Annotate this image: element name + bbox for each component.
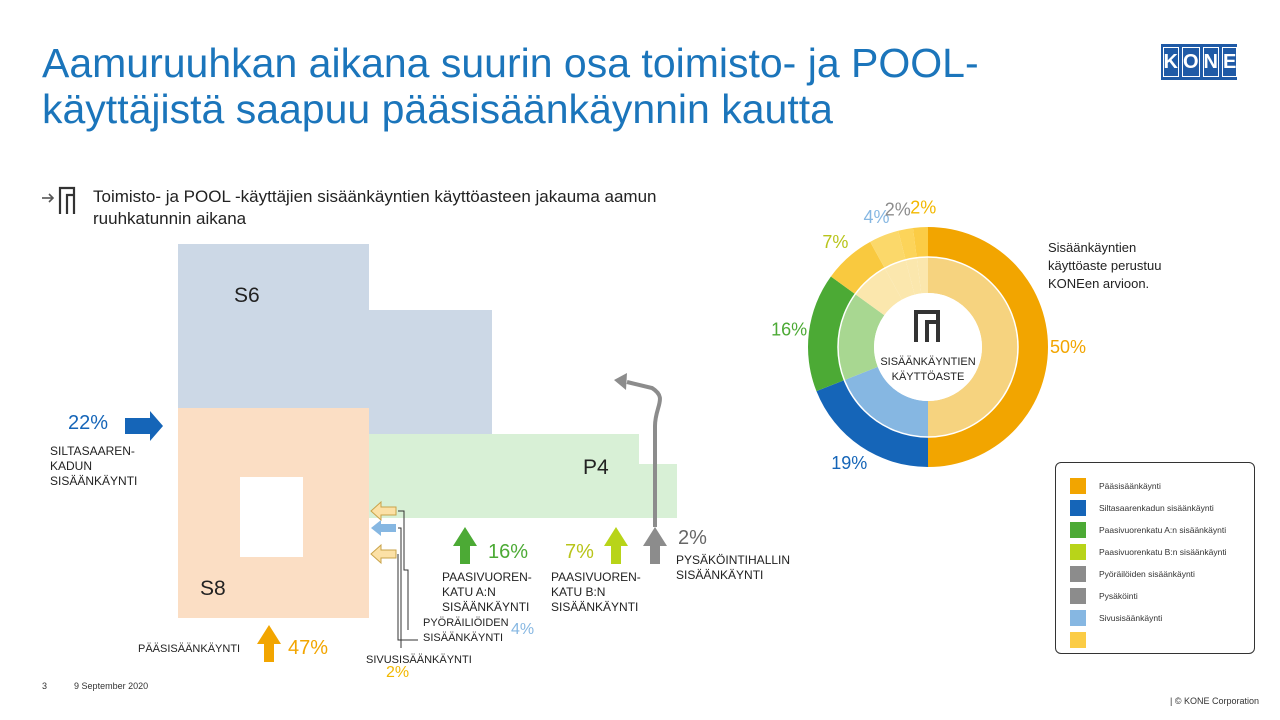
donut-value-label: 2% bbox=[910, 197, 937, 218]
label-line: SISÄÄNKÄYNTI bbox=[50, 474, 138, 488]
footer-date: 9 September 2020 bbox=[74, 681, 149, 691]
parking-arrow-icon bbox=[643, 527, 667, 564]
side-entrance-arrow-icon bbox=[371, 545, 396, 563]
main-entrance-arrow-icon bbox=[257, 625, 281, 662]
donut-center-label: KÄYTTÖASTE bbox=[891, 371, 965, 383]
kone-logo bbox=[1161, 44, 1237, 80]
paasivuorenkatu-b-percent: 7% bbox=[565, 541, 594, 563]
estimate-note: Sisäänkäyntien käyttöaste perustuu KONEen arvioon. bbox=[1048, 240, 1162, 291]
paasisaankaynti-label: PÄÄSISÄÄNKÄYNTI bbox=[138, 643, 241, 655]
label-p4: P4 bbox=[583, 456, 609, 479]
page-number: 3 bbox=[42, 681, 48, 691]
legend bbox=[1055, 462, 1255, 654]
label-line: PAASIVUOREN- bbox=[551, 570, 641, 584]
legend-label: Paasivuorenkatu B:n sisäänkäynti bbox=[1099, 547, 1227, 557]
logo-letter: K bbox=[1163, 47, 1179, 77]
legend-item bbox=[1070, 632, 1099, 648]
label-line: SISÄÄNKÄYNTI bbox=[423, 632, 504, 644]
label-line: PAASIVUOREN- bbox=[442, 570, 532, 584]
label-line: KADUN bbox=[50, 459, 93, 473]
subtitle: Toimisto- ja POOL -käyttäjien sisäänkäyntien käyttöasteen jakauma aamun ruuhkatunnin aikana bbox=[93, 187, 657, 228]
legend-item bbox=[1070, 522, 1226, 538]
copyright: | © KONE Corporation bbox=[1170, 696, 1260, 706]
paasivuorenkatu-a-label bbox=[442, 570, 532, 615]
siltasaarenkadun-label bbox=[50, 444, 137, 489]
siltasaarenkadun-arrow-icon bbox=[125, 411, 163, 441]
legend-item bbox=[1070, 500, 1214, 516]
legend-item bbox=[1070, 566, 1195, 582]
label-line: KATU B:N bbox=[551, 585, 606, 599]
donut-value-label: 19% bbox=[831, 452, 868, 473]
label-line: SISÄÄNKÄYNTI bbox=[676, 568, 764, 582]
leader-line bbox=[398, 511, 408, 630]
paasivuorenkatu-b-label bbox=[551, 570, 641, 615]
siltasaarenkadun-percent: 22% bbox=[68, 412, 109, 434]
donut-center-label: SISÄÄNKÄYNTIEN bbox=[880, 356, 976, 368]
legend-swatch bbox=[1070, 566, 1086, 582]
sivusisaankaynti-label: SIVUSISÄÄNKÄYNTI bbox=[366, 654, 472, 666]
building-p4-annex bbox=[639, 464, 677, 518]
legend-swatch bbox=[1070, 544, 1086, 560]
label-s8: S8 bbox=[200, 577, 226, 600]
legend-label: Pääsisäänkäynti bbox=[1099, 481, 1161, 491]
legend-swatch bbox=[1070, 500, 1086, 516]
legend-label: Siltasaarenkadun sisäänkäynti bbox=[1099, 503, 1214, 513]
label-s6: S6 bbox=[234, 284, 260, 307]
logo-letter: O bbox=[1182, 47, 1200, 77]
label-line: PYSÄKÖINTIHALLIN bbox=[676, 553, 791, 567]
courtyard bbox=[240, 477, 303, 557]
paasivuorenkatu-a-arrow-icon bbox=[453, 527, 477, 564]
side-entrance-arrows bbox=[371, 502, 418, 648]
entrance-usage-donut bbox=[771, 195, 1087, 485]
pysakointihalli-percent: 2% bbox=[678, 527, 707, 549]
donut-value-label: 7% bbox=[822, 231, 849, 252]
donut-value-label: 50% bbox=[1049, 337, 1087, 357]
legend-label: Pysäköinti bbox=[1099, 591, 1138, 601]
legend-swatch bbox=[1070, 610, 1086, 626]
label-line: KATU A:N bbox=[442, 585, 496, 599]
pyorailijat-label bbox=[423, 616, 509, 646]
legend-item bbox=[1070, 588, 1138, 604]
paasisaankaynti-percent: 47% bbox=[288, 637, 329, 659]
logo-letter: E bbox=[1222, 47, 1237, 77]
label-line: SISÄÄNKÄYNTI bbox=[442, 600, 530, 614]
label-line: SISÄÄNKÄYNTI bbox=[551, 600, 639, 614]
label-line: SILTASAAREN- bbox=[50, 444, 135, 458]
legend-item bbox=[1070, 544, 1227, 560]
legend-swatch bbox=[1070, 588, 1086, 604]
legend-swatch bbox=[1070, 522, 1086, 538]
pyorailijat-percent: 4% bbox=[511, 621, 535, 638]
paasivuorenkatu-b-arrow-icon bbox=[604, 527, 628, 564]
page-title: Aamuruuhkan aikana suurin osa toimisto- ja POOL-käyttäjistä saapuu pääsisäänkäynnin kautta bbox=[42, 40, 979, 132]
legend-swatch bbox=[1070, 478, 1086, 494]
donut-value-label: 2% bbox=[884, 199, 911, 220]
sivusisaankaynti-percent: 2% bbox=[386, 664, 410, 681]
entrance-arrow-icon bbox=[40, 185, 84, 215]
parking-exit-arrow-icon bbox=[614, 373, 627, 390]
legend-label: Sivusisäänkäynti bbox=[1099, 613, 1163, 623]
building-s6 bbox=[178, 244, 492, 434]
label-line: PYÖRÄILIÖIDEN bbox=[423, 617, 509, 629]
legend-item bbox=[1070, 610, 1162, 626]
legend-label: Pyöräilöiden sisäänkäynti bbox=[1099, 569, 1195, 579]
donut-value-label: 4% bbox=[863, 206, 890, 227]
bike-entrance-arrow-icon bbox=[371, 520, 396, 536]
footer-left bbox=[42, 681, 148, 691]
legend-swatch bbox=[1070, 632, 1086, 648]
logo-letter: N bbox=[1203, 47, 1219, 77]
pysakointihalli-label bbox=[676, 553, 790, 583]
paasivuorenkatu-a-percent: 16% bbox=[488, 541, 529, 563]
legend-label: Paasivuorenkatu A:n sisäänkäynti bbox=[1099, 525, 1227, 535]
donut-value-label: 16% bbox=[771, 319, 808, 340]
legend-item bbox=[1070, 478, 1161, 494]
